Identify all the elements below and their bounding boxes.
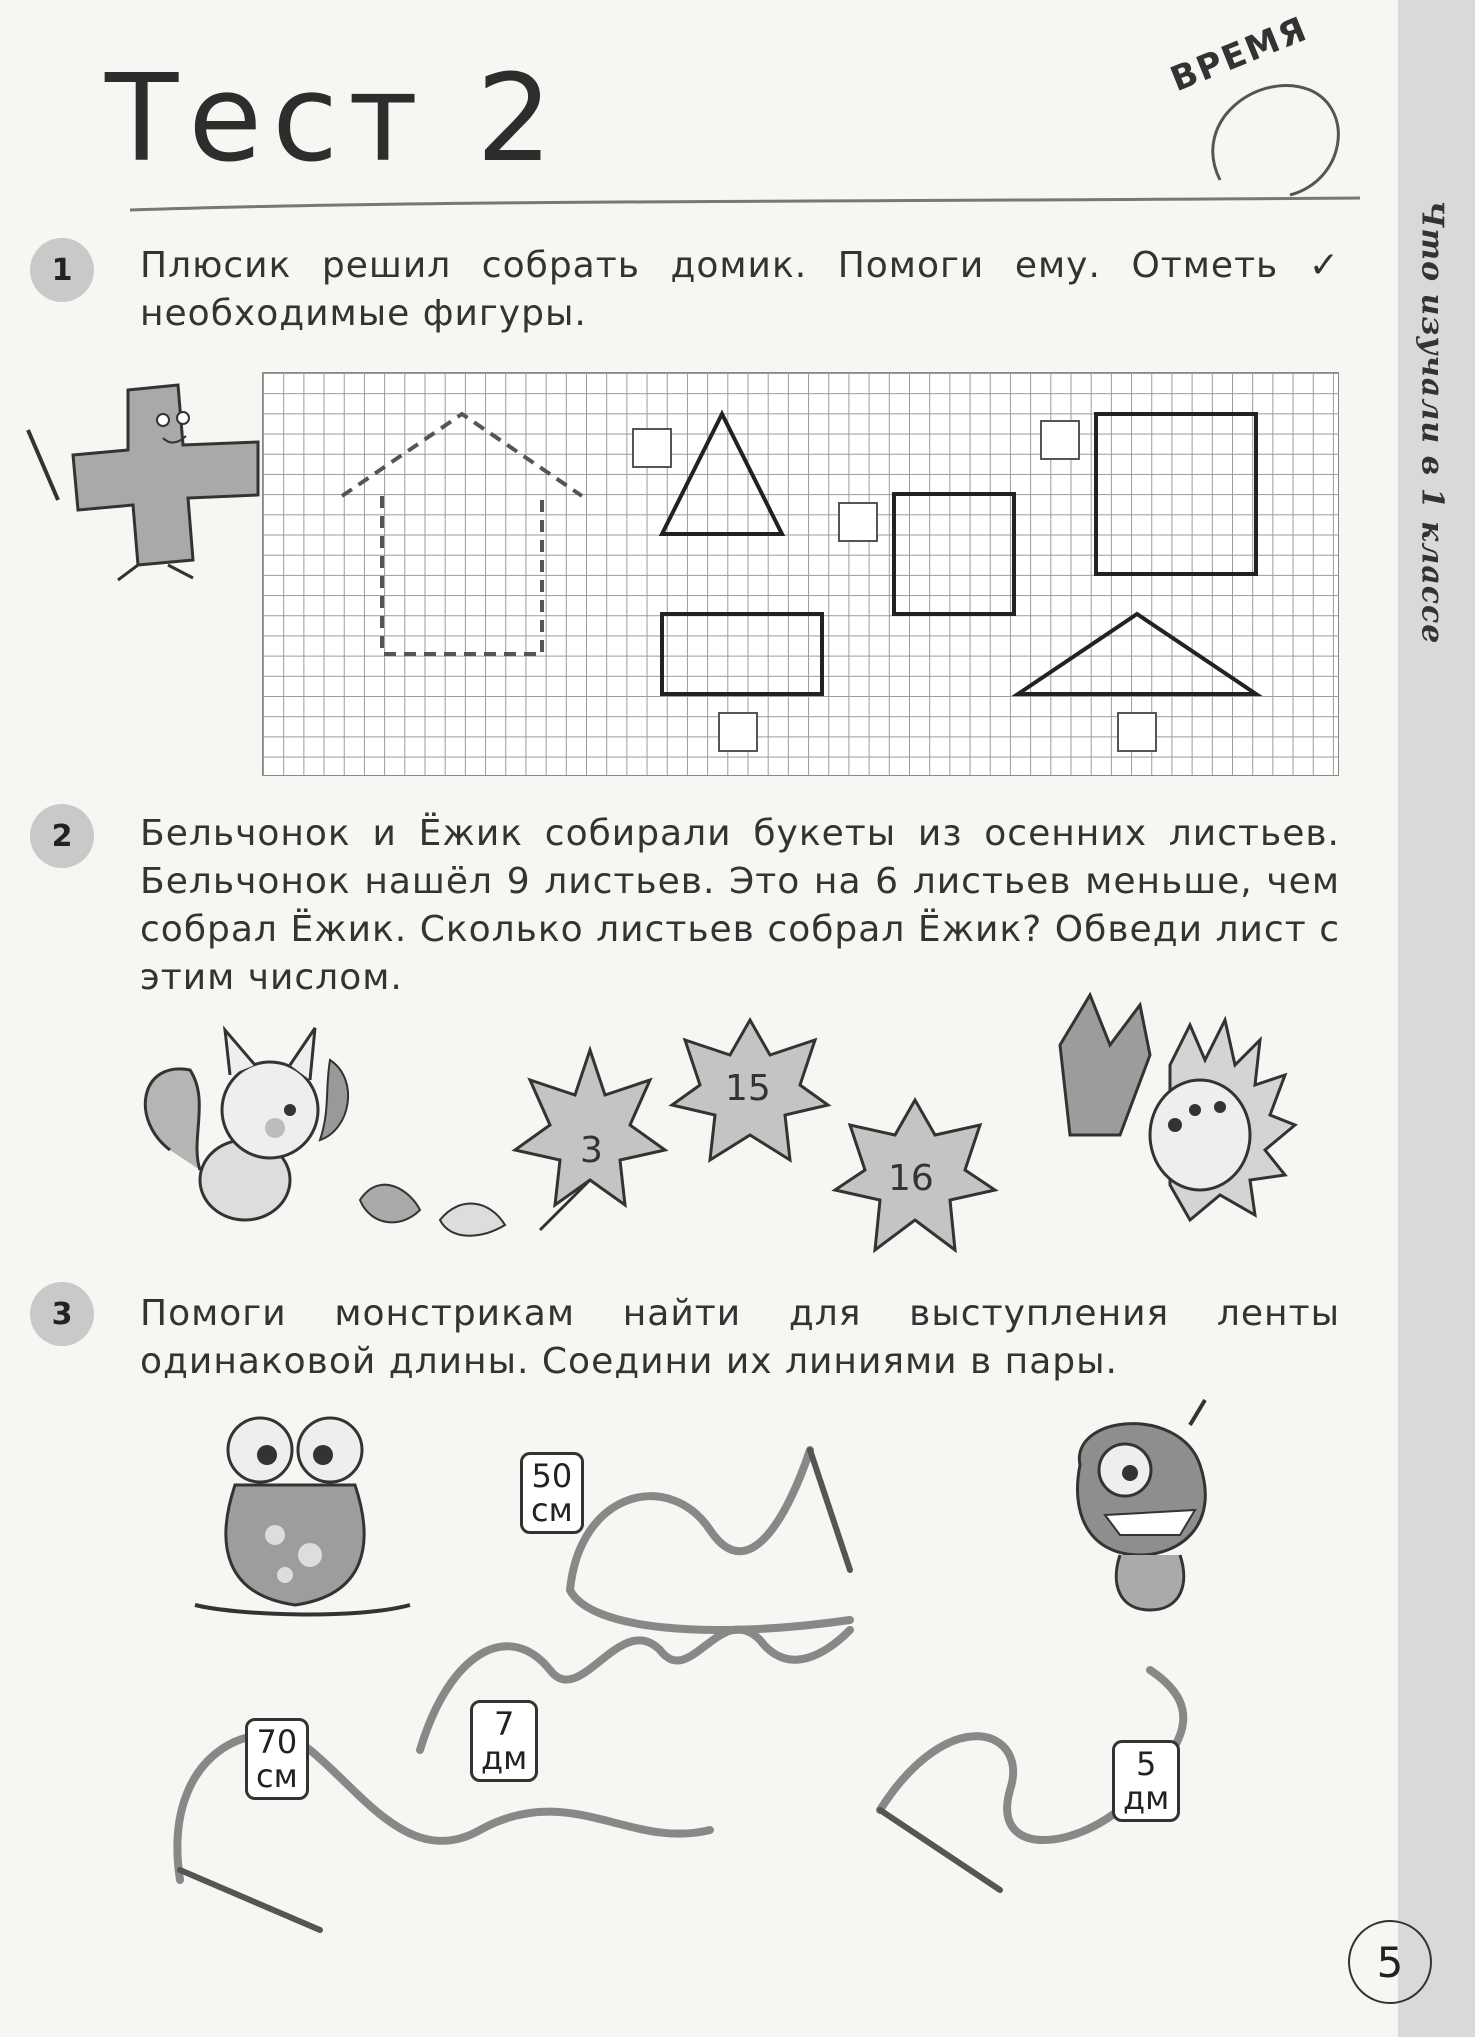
leaf-16-label: 16 xyxy=(888,1158,934,1199)
task-3-number: 3 xyxy=(30,1282,94,1346)
ribbon-label-70cm-value: 70 xyxy=(256,1723,298,1761)
time-circle xyxy=(1180,60,1350,210)
plus-character-illustration xyxy=(18,370,278,590)
side-strip-text: Что изучали в 1 классе xyxy=(1414,200,1450,645)
leaf-15-label: 15 xyxy=(725,1068,771,1109)
ribbon-label-5dm-value: 5 xyxy=(1135,1745,1157,1783)
ribbon-50cm xyxy=(570,1450,850,1630)
checkbox-triangle-small[interactable] xyxy=(632,428,672,468)
checkbox-square-medium[interactable] xyxy=(838,502,878,542)
ribbons-drawing xyxy=(150,1450,1250,1900)
task-2-text: Бельчонок и Ёжик собирали букеты из осенних листьев. Бельчонок нашёл 9 листьев. Это на 6 листьев меньше, чем собрал Ёжик. Сколько листьев собрал Ёжик? Обведи лист с этим числом. xyxy=(140,813,1340,998)
ribbon-label-50cm xyxy=(520,1452,584,1534)
leaf-3[interactable] xyxy=(510,1040,670,1230)
ribbon-label-7dm xyxy=(470,1700,538,1782)
leaf-3-label: 3 xyxy=(580,1130,603,1171)
figure-triangle-wide xyxy=(1018,614,1256,694)
figure-triangle-small xyxy=(662,414,782,534)
task-1-text: Плюсик решил собрать домик. Помоги ему. Отметь ✓ необходимые фигуры. xyxy=(140,245,1340,334)
figure-square-large xyxy=(1096,414,1256,574)
ribbon-label-7dm-value: 7 xyxy=(493,1705,515,1743)
hedgehog-illustration xyxy=(1020,985,1320,1245)
ribbon-label-5dm-unit: дм xyxy=(1123,1779,1170,1817)
figure-rect-wide xyxy=(662,614,822,694)
page-title: Тест 2 xyxy=(105,50,563,189)
ribbon-label-70cm-unit: см xyxy=(256,1757,298,1795)
ribbon-label-5dm xyxy=(1112,1740,1180,1822)
squirrel-illustration xyxy=(130,1020,370,1230)
fallen-leaves-illustration xyxy=(350,1170,520,1250)
figure-square-medium xyxy=(894,494,1014,614)
checkbox-square-large[interactable] xyxy=(1040,420,1080,460)
leaf-16[interactable] xyxy=(830,1090,1000,1260)
task-3-text: Помоги монстрикам найти для выступления ленты одинаковой длины. Соедини их линиями в пары. xyxy=(140,1293,1340,1382)
ribbon-label-50cm-unit: см xyxy=(531,1491,573,1529)
ribbon-label-50cm-value: 50 xyxy=(531,1457,573,1495)
page-number: 5 xyxy=(1348,1920,1432,2004)
task-2-number: 2 xyxy=(30,804,94,868)
shapes-drawing xyxy=(262,372,1337,774)
checkbox-triangle-wide[interactable] xyxy=(1117,712,1157,752)
leaf-15[interactable] xyxy=(670,1010,830,1170)
ribbon-label-70cm xyxy=(245,1718,309,1800)
checkbox-rect-wide[interactable] xyxy=(718,712,758,752)
task-1-number: 1 xyxy=(30,238,94,302)
title-underline xyxy=(130,190,1360,220)
time-label: ВРЕМЯ xyxy=(1165,8,1314,100)
ribbon-label-7dm-unit: дм xyxy=(481,1739,528,1777)
dashed-house-outline xyxy=(342,414,582,654)
